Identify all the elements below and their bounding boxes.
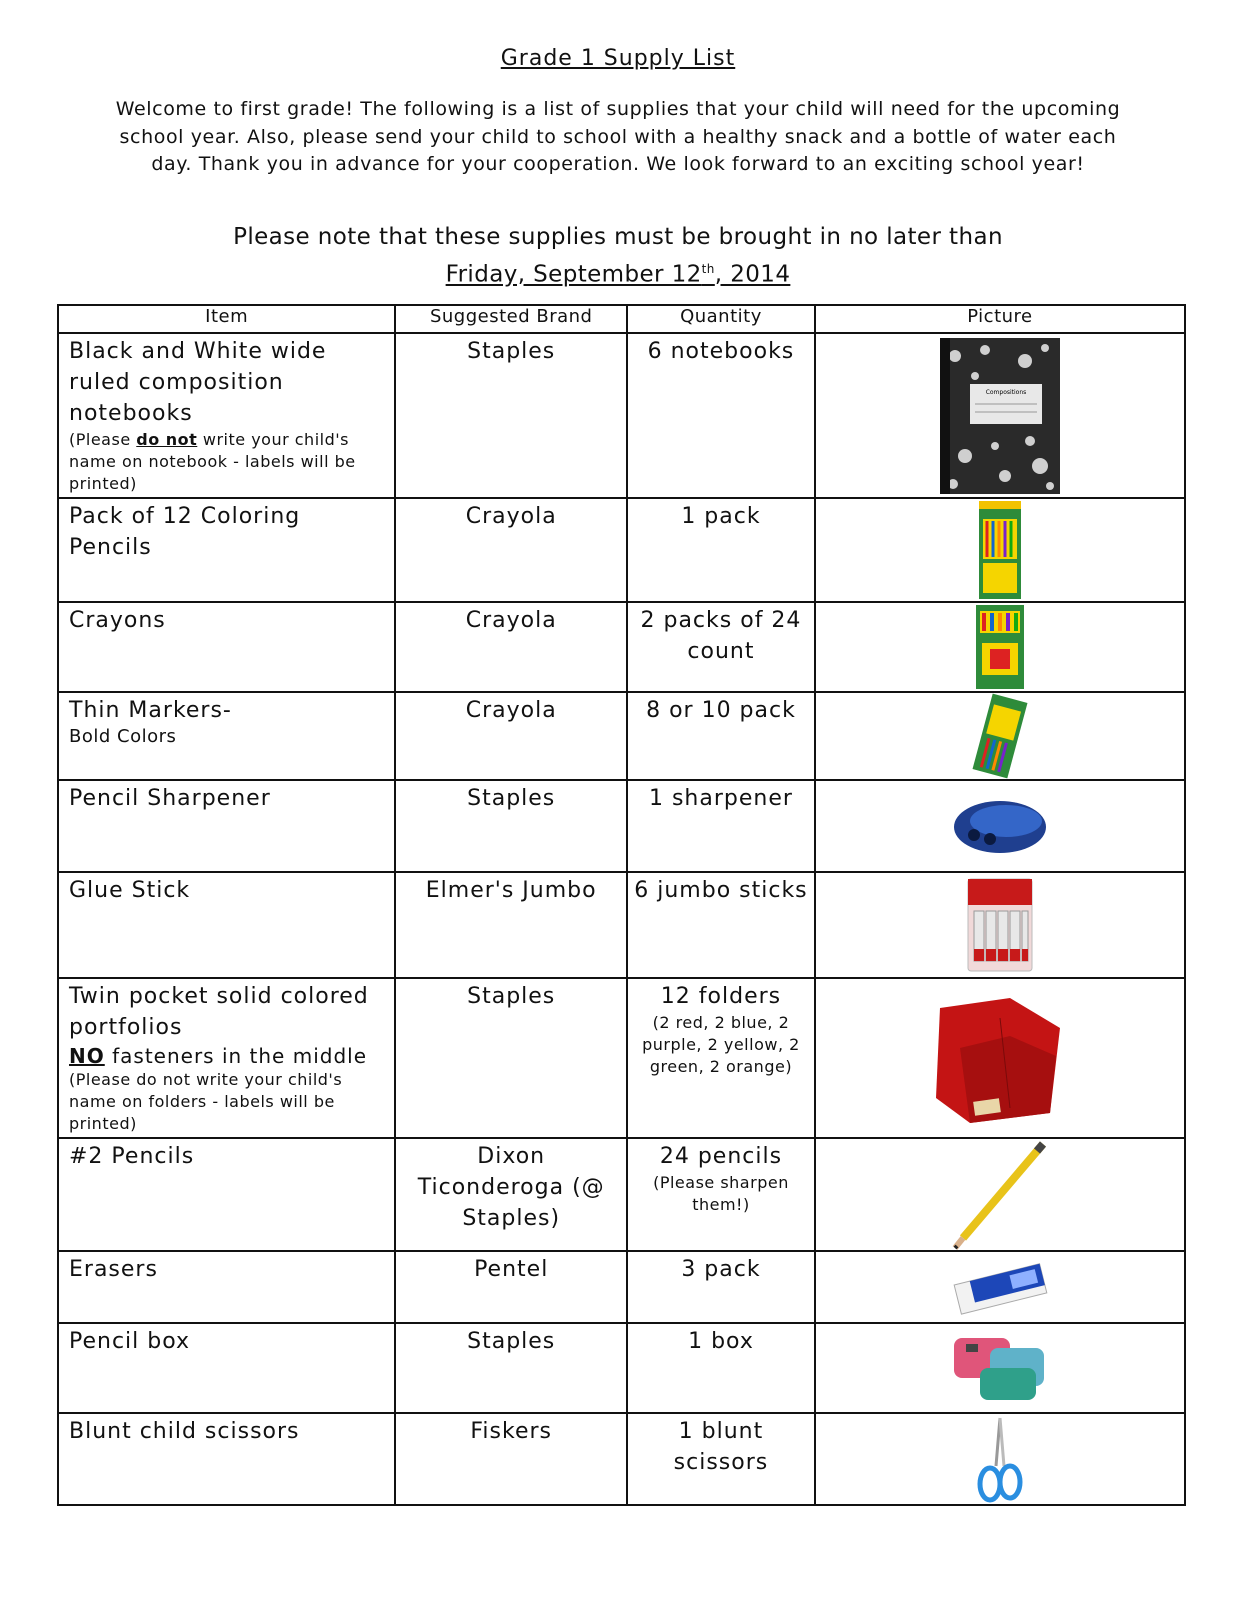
item-detail: [69, 1043, 384, 1069]
table-row: [58, 1138, 1185, 1251]
quantity-cell: 1 blunt scissors: [627, 1413, 815, 1505]
quantity-text: 12 folders: [660, 984, 782, 1009]
quantity-cell: 1 sharpener: [627, 780, 815, 872]
table-row: [58, 333, 1185, 498]
quantity-cell: [627, 1138, 815, 1251]
detail-text: fasteners in the middle: [104, 1044, 368, 1068]
brand-cell: Elmer's Jumbo: [395, 872, 627, 978]
intro-paragraph: Welcome to first grade! The following is a list of supplies that your child will need for the upcoming school year. Also, please send your child to school with a healthy snack and a bottle of water each day. Thank you in advance for your cooperation. We look forward to an exciting school year!: [115, 98, 1121, 175]
pencil-box-icon: [950, 1328, 1050, 1408]
header-picture: Picture: [815, 305, 1185, 333]
table-row: [58, 602, 1185, 692]
date-suffix: th: [701, 262, 715, 276]
table-row: [58, 1251, 1185, 1323]
brand-cell: Crayola: [395, 602, 627, 692]
item-cell: Pack of 12 Coloring Pencils: [58, 498, 395, 602]
item-cell: #2 Pencils: [58, 1138, 395, 1251]
item-cell: [58, 333, 395, 498]
item-subtitle: Bold Colors: [69, 726, 177, 747]
date-text: Friday, September 12: [445, 261, 702, 288]
item-cell: [58, 978, 395, 1138]
header-quantity: Quantity: [627, 305, 815, 333]
brand-cell: Dixon Ticonderoga (@ Staples): [395, 1138, 627, 1251]
item-cell: Erasers: [58, 1251, 395, 1323]
quantity-cell: 3 pack: [627, 1251, 815, 1323]
item-name: Twin pocket solid colored portfolios: [69, 984, 369, 1040]
colored-pencils-icon: [975, 499, 1025, 601]
supply-table: [57, 304, 1186, 1506]
notebook-label: Compositions: [985, 388, 1027, 396]
note-text: write your child's name on notebook - labels will be printed): [69, 430, 356, 493]
item-cell: Crayons: [58, 602, 395, 692]
brand-cell: Staples: [395, 978, 627, 1138]
markers-box-icon: [970, 693, 1030, 779]
picture-cell: [815, 872, 1185, 978]
table-row: [58, 1413, 1185, 1505]
pencil-icon: [945, 1140, 1055, 1250]
table-header-row: [58, 305, 1185, 333]
picture-cell: [815, 498, 1185, 602]
item-cell: Pencil Sharpener: [58, 780, 395, 872]
brand-cell: Fiskers: [395, 1413, 627, 1505]
item-name: Black and White wide ruled composition notebooks: [69, 339, 327, 426]
deadline-note: [0, 221, 1236, 291]
picture-cell: [815, 978, 1185, 1138]
brand-cell: Pentel: [395, 1251, 627, 1323]
note-emphasis: do not: [136, 430, 198, 449]
picture-cell: [815, 602, 1185, 692]
quantity-cell: [627, 978, 815, 1138]
sharpener-icon: [950, 791, 1050, 861]
brand-cell: Staples: [395, 333, 627, 498]
note-text: (Please: [69, 430, 137, 449]
page-title: Grade 1 Supply List: [500, 46, 736, 71]
item-cell: [58, 692, 395, 780]
table-row: [58, 978, 1185, 1138]
deadline-date: [0, 253, 1236, 291]
quantity-cell: 6 notebooks: [627, 333, 815, 498]
item-name: Thin Markers-: [69, 698, 232, 723]
item-cell: Pencil box: [58, 1323, 395, 1413]
date-year: , 2014: [714, 261, 791, 288]
picture-cell: [815, 1138, 1185, 1251]
table-row: [58, 872, 1185, 978]
item-cell: Glue Stick: [58, 872, 395, 978]
picture-cell: [815, 780, 1185, 872]
crayons-box-icon: [972, 603, 1028, 691]
table-row: [58, 1323, 1185, 1413]
quantity-note: (2 red, 2 blue, 2 purple, 2 yellow, 2 green, 2 orange): [642, 1013, 800, 1076]
header-brand: Suggested Brand: [395, 305, 627, 333]
header-item: Item: [58, 305, 395, 333]
quantity-cell: 6 jumbo sticks: [627, 872, 815, 978]
item-cell: Blunt child scissors: [58, 1413, 395, 1505]
quantity-cell: 8 or 10 pack: [627, 692, 815, 780]
detail-emphasis: NO: [69, 1044, 105, 1068]
table-row: [58, 498, 1185, 602]
quantity-text: 24 pencils: [659, 1144, 783, 1169]
brand-cell: Staples: [395, 780, 627, 872]
quantity-note: (Please sharpen them!): [653, 1173, 789, 1214]
picture-cell: [815, 1323, 1185, 1413]
scissors-icon: [970, 1414, 1030, 1504]
quantity-cell: 1 pack: [627, 498, 815, 602]
brand-cell: Crayola: [395, 692, 627, 780]
item-note: (Please do not write your child's name on folders - labels will be printed): [69, 1070, 343, 1133]
table-row: [58, 692, 1185, 780]
picture-cell: [815, 1413, 1185, 1505]
quantity-cell: 1 box: [627, 1323, 815, 1413]
deadline-line: Please note that these supplies must be brought in no later than: [233, 224, 1003, 250]
item-note: [69, 429, 384, 495]
brand-cell: Staples: [395, 1323, 627, 1413]
table-row: [58, 780, 1185, 872]
picture-cell: [815, 333, 1185, 498]
red-folder-icon: [930, 988, 1070, 1128]
eraser-icon: [950, 1254, 1050, 1320]
brand-cell: Crayola: [395, 498, 627, 602]
glue-sticks-icon: [964, 875, 1036, 975]
quantity-cell: 2 packs of 24 count: [627, 602, 815, 692]
composition-notebook-icon: [935, 336, 1065, 496]
picture-cell: [815, 1251, 1185, 1323]
picture-cell: [815, 692, 1185, 780]
